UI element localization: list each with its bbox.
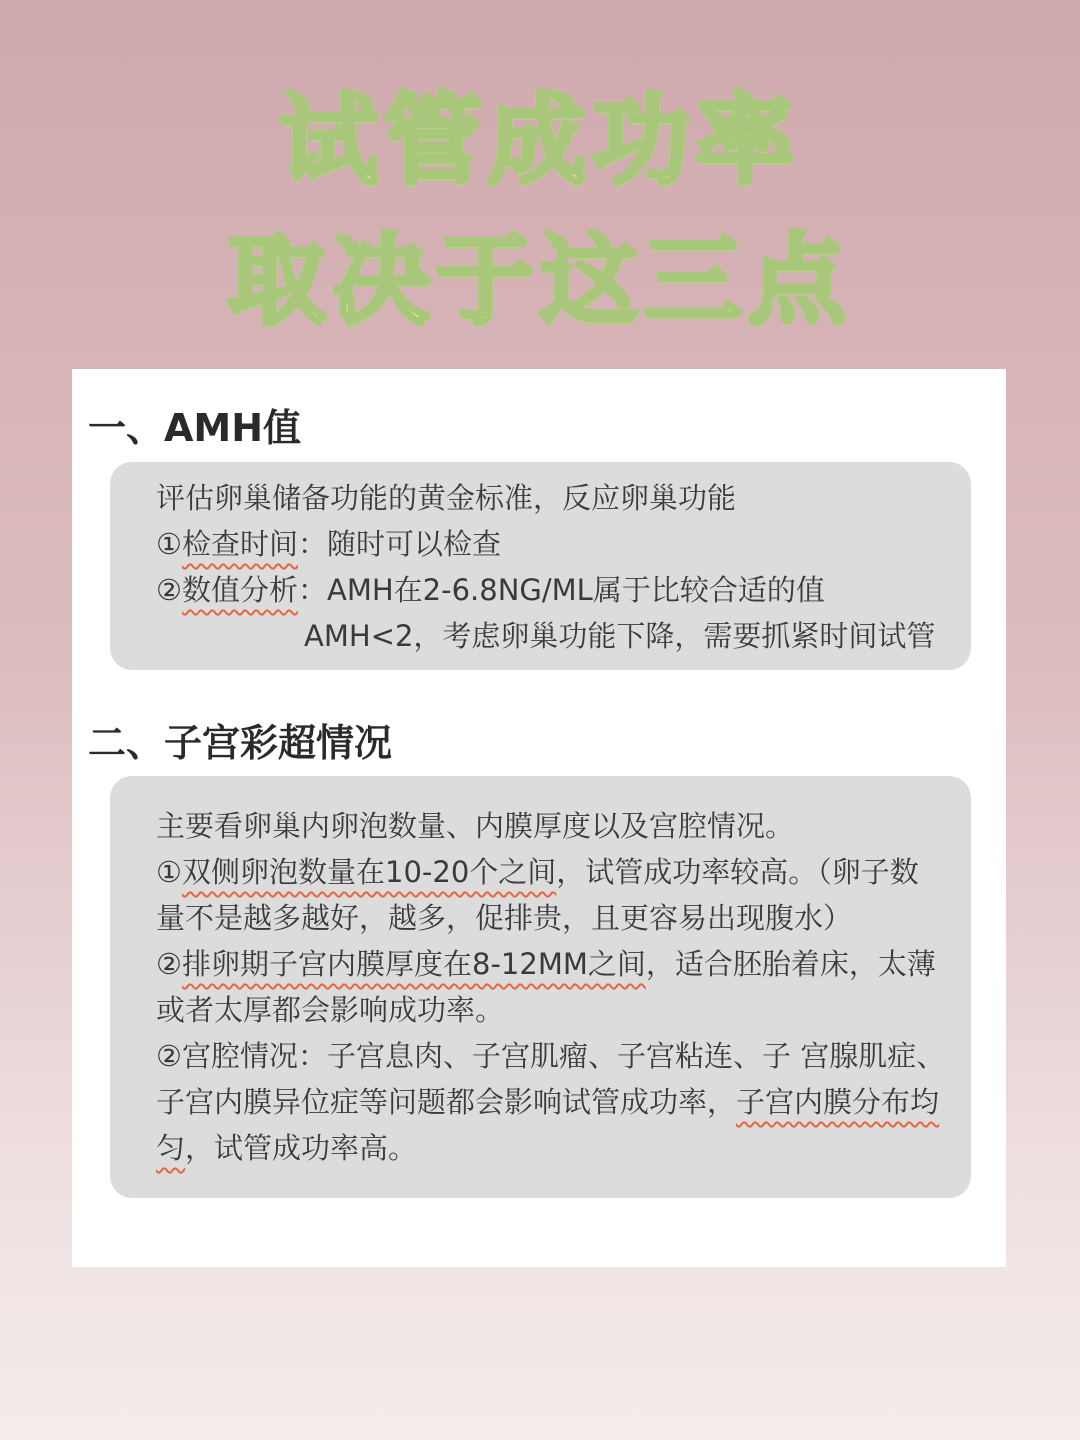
- section2-p2-line1: [156, 947, 936, 981]
- section2-p3-line2: [156, 1085, 940, 1119]
- section2-p1-line2: 量不是越多越好，越多，促排贵，且更容易出现腹水）: [156, 901, 853, 935]
- p3-rest: ，试管成功率高。: [185, 1131, 418, 1165]
- title-line-2: 取决于这三点: [227, 224, 852, 338]
- title-line-1: 试管成功率: [279, 84, 800, 198]
- p3-underlined: 子宫内膜分布均: [736, 1085, 940, 1119]
- p1-marker: ①: [156, 855, 182, 889]
- p1-underlined: 双侧卵泡数量在10-20个之间: [182, 855, 557, 889]
- item1-marker: ①: [156, 527, 182, 561]
- section1-item2: [156, 573, 825, 607]
- section2-intro: 主要看卵巢内卵泡数量、内膜厚度以及宫腔情况。: [156, 809, 795, 843]
- section2-p1-line1: [156, 855, 919, 889]
- p2-rest: ，适合胚胎着床，太薄: [645, 947, 936, 981]
- section2-p3-line3: [156, 1131, 418, 1165]
- item2-label: 数值分析: [182, 573, 299, 607]
- section1-box: [110, 462, 971, 670]
- section1-intro: 评估卵巢储备功能的黄金标准，反应卵巢功能: [156, 481, 737, 515]
- content-card: [72, 369, 1006, 1267]
- section2-box: [110, 776, 971, 1198]
- section1-item2-cont: AMH<2，考虑卵巢功能下降，需要抓紧时间试管: [304, 619, 936, 653]
- section1-item1: [156, 527, 502, 561]
- section2-p2-line2: 或者太厚都会影响成功率。: [156, 993, 505, 1027]
- item1-text: ：随时可以检查: [298, 527, 502, 561]
- section1-heading: 一、AMH值: [88, 406, 302, 450]
- p2-underlined: 排卵期子宫内膜厚度在8-12MM之间: [182, 947, 646, 981]
- p1-rest: ，试管成功率较高。（卵子数: [556, 855, 919, 889]
- p2-marker: ②: [156, 947, 182, 981]
- section2-p3-line1: ②宫腔情况：子宫息肉、子宫肌瘤、子宫粘连、子 宫腺肌症、: [156, 1039, 946, 1073]
- item2-marker: ②: [156, 573, 182, 607]
- p3-plain: 子宫内膜异位症等问题都会影响试管成功率，: [156, 1085, 737, 1119]
- item2-text: ：AMH在2-6.8NG/ML属于比较合适的值: [298, 573, 825, 607]
- section2-heading: 二、子宫彩超情况: [88, 721, 393, 765]
- item1-label: 检查时间: [182, 527, 299, 561]
- p3-underlined-cont: 匀: [156, 1131, 186, 1165]
